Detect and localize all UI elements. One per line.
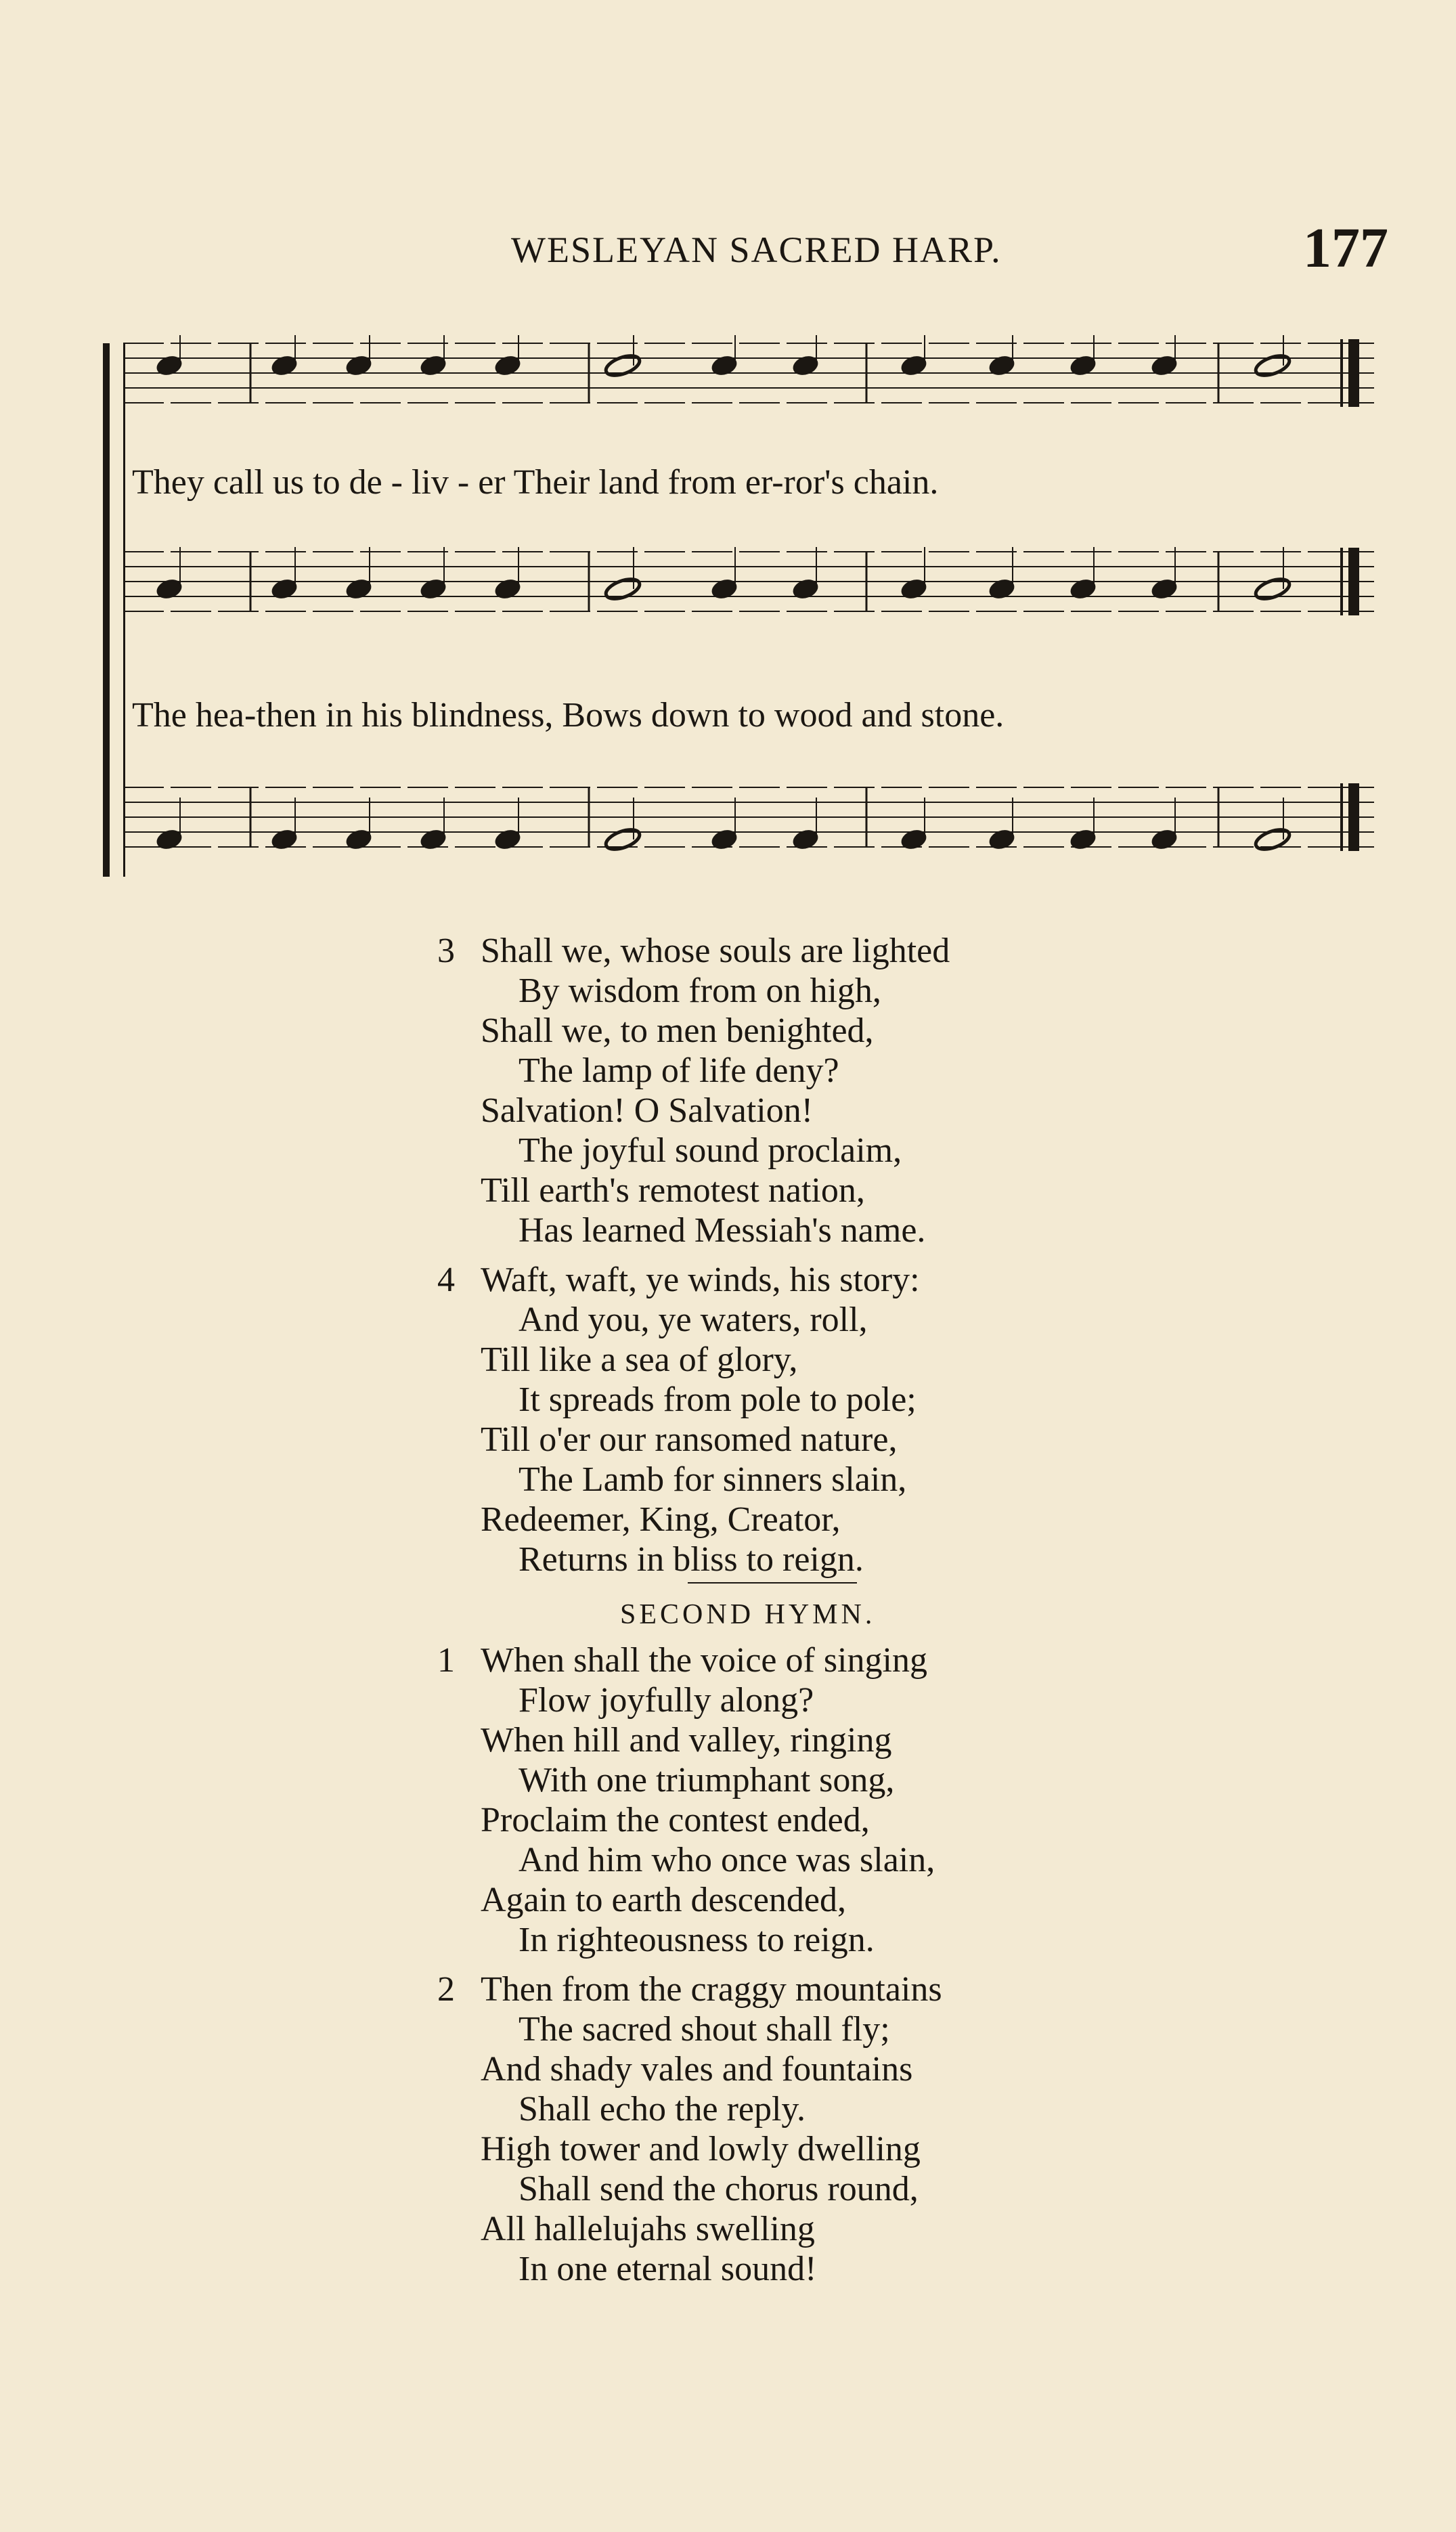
note-head (988, 828, 1016, 852)
system-brace (103, 343, 110, 877)
note-head (493, 354, 522, 378)
verse-line: The joyful sound proclaim, (519, 1131, 902, 1170)
lyrics-line-1: They call us to de - liv - er Their land from er-ror's chain. (132, 463, 939, 502)
note-head (155, 828, 183, 852)
verse-line: Salvation! O Salvation! (481, 1091, 814, 1130)
final-bar-thick (1348, 783, 1359, 851)
verse-line: In righteousness to reign. (519, 1921, 875, 1959)
system-bracket-line (123, 343, 125, 877)
note-head (493, 828, 522, 852)
final-bar-thick (1348, 548, 1359, 615)
note-head (1069, 577, 1097, 601)
note-head (270, 354, 299, 378)
note-head (1150, 354, 1178, 378)
final-bar-thin (1340, 783, 1343, 851)
final-bar-thin (1340, 339, 1343, 407)
second-hymn-stanza-1 (433, 1640, 1313, 1960)
page-number: 177 (1303, 217, 1388, 280)
verse-line: And shady vales and fountains (481, 2050, 913, 2089)
verse-number: 3 (437, 932, 455, 970)
verse-line: When hill and valley, ringing (481, 1721, 892, 1760)
second-hymn-heading: SECOND HYMN. (433, 1598, 1313, 1631)
note-head (1069, 354, 1097, 378)
note-head (791, 828, 820, 852)
verse-line: High tower and lowly dwelling (481, 2130, 921, 2168)
verse-line: Redeemer, King, Creator, (481, 1500, 841, 1539)
note-head (1069, 828, 1097, 852)
verse-line: Proclaim the contest ended, (481, 1801, 870, 1839)
note-head (419, 828, 447, 852)
stanza-3 (433, 931, 1313, 1250)
note-head (710, 354, 738, 378)
note-head (900, 828, 928, 852)
staff-notation (102, 335, 1384, 877)
note-head (155, 354, 183, 378)
verse-line: It spreads from pole to pole; (519, 1380, 917, 1419)
note-head (1150, 828, 1178, 852)
verse-line: Till earth's remotest nation, (481, 1171, 865, 1210)
verse-line: 4 Waft, waft, ye winds, his story: (437, 1261, 920, 1299)
note-head (1150, 577, 1178, 601)
note-head (270, 828, 299, 852)
verse-line: The sacred shout shall fly; (519, 2010, 890, 2049)
verse-line: 2 Then from the craggy mountains (437, 1970, 942, 2009)
note-head (900, 577, 928, 601)
verse-line: Shall echo the reply. (519, 2090, 806, 2129)
note-head (710, 828, 738, 852)
lyrics-line-2: The hea-then in his blindness, Bows down to wood and stone. (132, 696, 1005, 735)
verse-line: In one eternal sound! (519, 2250, 817, 2288)
verse-line: Till like a sea of glory, (481, 1340, 798, 1379)
final-bar-thick (1348, 339, 1359, 407)
verse-number: 4 (437, 1261, 455, 1299)
verse-line: With one triumphant song, (519, 1761, 895, 1799)
music-score (102, 335, 1384, 877)
verse-number: 2 (437, 1970, 455, 2009)
verse-line: Has learned Messiah's name. (519, 1211, 926, 1250)
note-head (493, 577, 522, 601)
note-head (419, 354, 447, 378)
verse-line: The Lamb for sinners slain, (519, 1460, 907, 1499)
verse-line: 1 When shall the voice of singing (437, 1641, 927, 1680)
note-head (1253, 352, 1292, 379)
verse-line: All hallelujahs swelling (481, 2210, 815, 2248)
note-head (270, 577, 299, 601)
note-head (155, 577, 183, 601)
verse-line: By wisdom from on high, (519, 972, 881, 1010)
note-head (603, 826, 642, 853)
note-head (900, 354, 928, 378)
page-header (0, 215, 1456, 290)
section-rule (688, 1582, 857, 1584)
verse-line: Shall we, to men benighted, (481, 1011, 874, 1050)
hymn-text (433, 931, 1313, 2298)
note-head (791, 577, 820, 601)
note-head (345, 577, 373, 601)
note-head (791, 354, 820, 378)
note-head (345, 828, 373, 852)
verse-line: Till o'er our ransomed nature, (481, 1420, 898, 1459)
note-head (988, 577, 1016, 601)
verse-line: Returns in bliss to reign. (519, 1540, 864, 1579)
note-head (419, 577, 447, 601)
note-head (603, 352, 642, 379)
verse-line: 3 Shall we, whose souls are lighted (437, 932, 950, 970)
verse-line: Shall send the chorus round, (519, 2170, 919, 2208)
verse-line: Flow joyfully along? (519, 1681, 814, 1720)
note-head (1253, 826, 1292, 853)
verse-line: Again to earth descended, (481, 1881, 847, 1919)
verse-number: 1 (437, 1641, 455, 1680)
final-bar-thin (1340, 548, 1343, 615)
note-head (603, 575, 642, 603)
verse-line: And you, ye waters, roll, (519, 1301, 868, 1339)
note-head (988, 354, 1016, 378)
note-head (1253, 575, 1292, 603)
verse-line: The lamp of life deny? (519, 1051, 839, 1090)
note-head (710, 577, 738, 601)
verse-line: And him who once was slain, (519, 1841, 935, 1879)
running-title: WESLEYAN SACRED HARP. (511, 230, 1002, 270)
second-hymn-stanza-2 (433, 1969, 1313, 2289)
note-head (345, 354, 373, 378)
stanza-4 (433, 1260, 1313, 1579)
